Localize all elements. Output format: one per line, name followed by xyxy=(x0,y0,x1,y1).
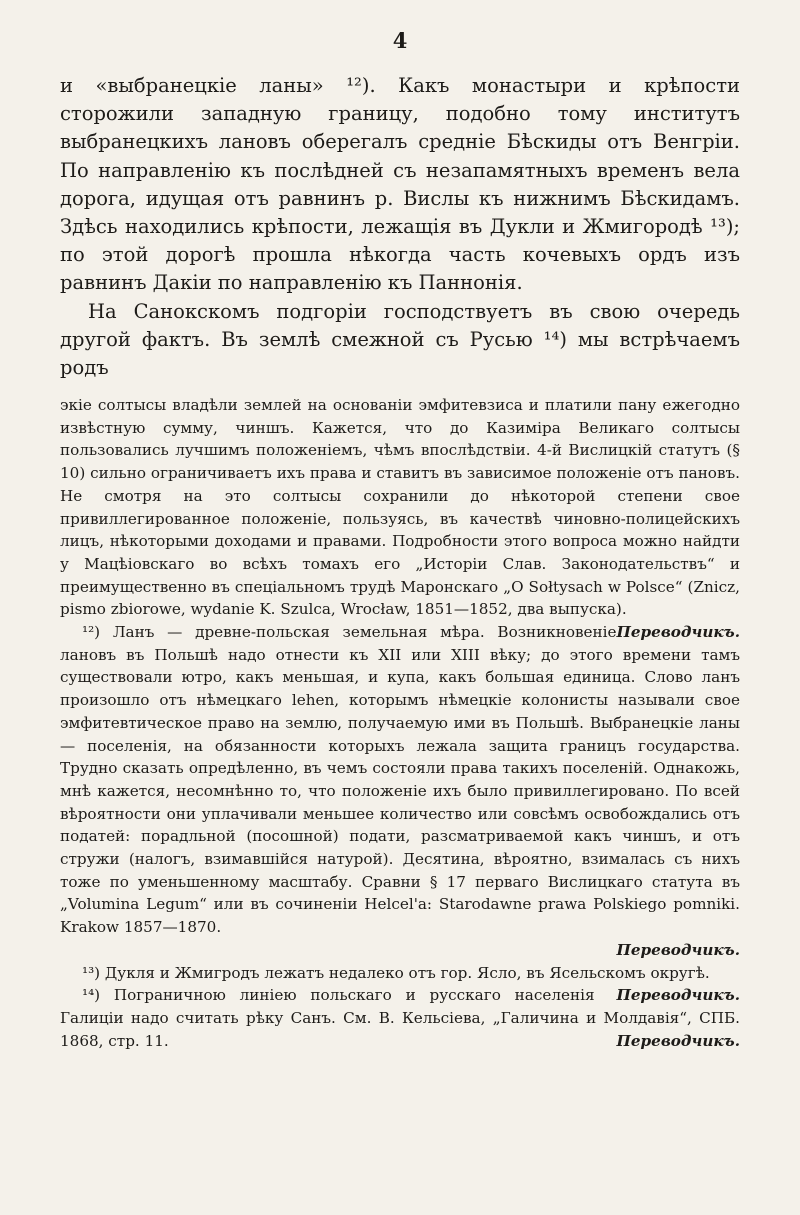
main-paragraph-1: и «выбранецкіе ланы» ¹²). Какъ монастыри и крѣпости сторожили западную границу, подобно тому институтъ выбранецкихъ лановъ оберегалъ средніе Бѣскиды отъ Венгріи. По направленію къ послѣдней съ незапамятныхъ временъ вела дорога, идущая отъ равнинъ р. Вислы къ нижнимъ Бѣскидамъ. Здѣсь находились крѣпости, лежащія въ Дукли и Жмигородѣ ¹³); по этой дорогѣ прошла нѣкогда часть кочевыхъ ордъ изъ равнинъ Дакіи по направленію къ Паннонія. xyxy=(60,74,740,295)
footnote-13-text: ¹³) Дукля и Жмигродъ лежатъ недалеко отъ гор. Ясло, въ Ясельскомъ округѣ. xyxy=(82,963,710,982)
footnote-continuation-text: экіе солтысы владѣли землей на основаніи эмфитевзиса и платили пану ежегодно извѣстную сумму, чиншъ. Кажется, что до Казиміра Великаго солтысы пользовались лучшимъ положеніемъ, чѣмъ впослѣдствіи. 4-й Вислицкій статутъ (§ 10) сильно ограничиваетъ ихъ права и ставитъ въ зависимое положеніе отъ пановъ. Не смотря на это солтысы сохранили до нѣкоторой степени свое привиллегированное положеніе, пользуясь, въ качествѣ чиновно-полицейскихъ лицъ, нѣкоторыми доходами и правами. Подробности этого вопроса можно найдти у Мацѣіовскаго во всѣхъ томахъ его „Исторіи Слав. Законодательствъ“ и преимущественно въ спеціальномъ трудѣ Маронскаго „O Sołtysach w Polsce“ (Znicz, pismo zbiorowe, wydanie K. Szulca, Wrocław, 1851—1852, два выпуска). xyxy=(60,396,740,619)
footnotes xyxy=(60,394,740,1052)
footnote-12-signature: Переводчикъ. xyxy=(616,940,740,959)
page-number: 4 xyxy=(392,28,408,53)
main-text xyxy=(60,72,740,382)
footnote-13-signature: Переводчикъ. xyxy=(616,986,740,1005)
footnote-continuation-signature: Переводчикъ. xyxy=(616,623,740,642)
footnote-13 xyxy=(60,962,740,1005)
footnote-14-text: ¹⁴) Пограничною линіею польскаго и русскаго населенія Галиціи надо считать рѣку Санъ. См. В. Кельсіева, „Галичина и Молдавія“, СПБ. 1868, стр. 11. xyxy=(60,986,740,1050)
footnote-14-signature: Переводчикъ. xyxy=(616,1031,740,1050)
footnote-continuation xyxy=(60,394,740,642)
footnote-12-text: ¹²) Ланъ — древне-польская земельная мѣра. Возникновеніе лановъ въ Польшѣ надо отнести къ XII или XIII вѣку; до этого времени тамъ существовали ютро, какъ меньшая, и купа, какъ большая единица. Слово ланъ произошло отъ нѣмецкаго lehen, которымъ нѣмецкіе колонисты называли свое эмфитевтическое право на землю, получаемую ими въ Польшѣ. Выбранецкіе ланы — поселенія, на обязанности которыхъ лежала защита границъ государства. Трудно сказать опредѣленно, въ чемъ состояли права такихъ поселеній. Однакожь, мнѣ кажется, несомнѣнно то, что положеніе ихъ было привиллегировано. По всей вѣроятности они уплачивали меньшее количество или совсѣмъ освобождались отъ податей: порадльной (посошной) подати, разсматриваемой какъ чиншъ, и отъ стружи (налогъ, взимавшійся натурой). Десятина, вѣроятно, взималась съ нихъ тоже по уменьшенному масштабу. Сравни § 17 перваго Вислицкаго статута въ „Volumina Legum“ или въ сочиненіи Helcel'a: Starodawne prawa Polskiego pomniki. Krakow 1857—1870. xyxy=(60,623,740,937)
footnote-12 xyxy=(60,621,740,962)
main-paragraph-2: На Санокскомъ подгоріи господствуетъ въ свою очередь другой фактъ. Въ землѣ смежной съ Русью ¹⁴) мы встрѣчаемъ родъ xyxy=(60,299,740,380)
